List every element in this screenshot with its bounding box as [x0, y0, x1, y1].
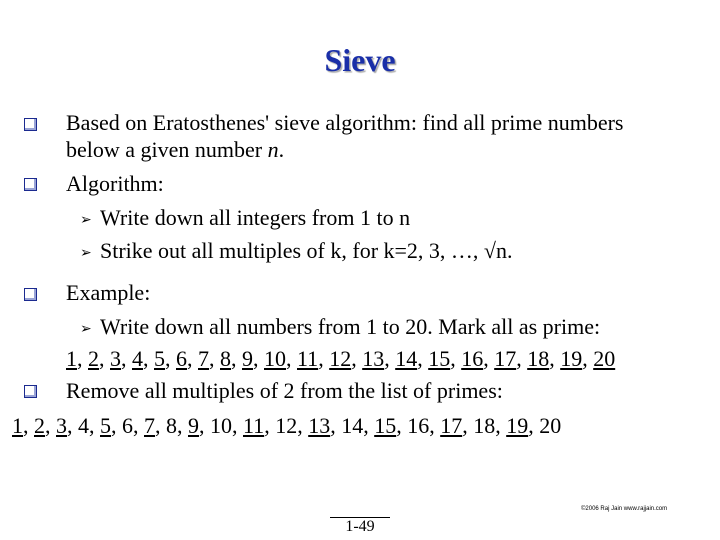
number-item: 18	[527, 346, 550, 371]
number-item: 9	[242, 346, 253, 371]
separator: ,	[582, 346, 594, 371]
number-item: 14	[341, 413, 364, 438]
separator: ,	[396, 413, 408, 438]
separator: ,	[253, 346, 264, 371]
number-item: 7	[144, 413, 155, 438]
number-item: 5	[154, 346, 165, 371]
separator: ,	[45, 413, 56, 438]
separator: ,	[121, 346, 132, 371]
number-item: 13	[308, 413, 331, 438]
slide-title: Sieve	[324, 42, 396, 78]
number-item: 11	[297, 346, 319, 371]
number-item: 17	[494, 346, 517, 371]
number-item: 10	[264, 346, 286, 371]
separator: ,	[516, 346, 528, 371]
separator: ,	[297, 413, 309, 438]
bullet-1-line-1: Based on Eratosthenes' sieve algorithm: find all prime numbers	[66, 110, 624, 135]
number-item: 9	[188, 413, 199, 438]
number-item: 17	[440, 413, 463, 438]
bullet-2: Algorithm:	[66, 171, 164, 196]
separator: ,	[99, 346, 110, 371]
separator: ,	[133, 413, 144, 438]
number-item: 4	[132, 346, 143, 371]
number-item: 3	[56, 413, 67, 438]
page-number: 1-49	[345, 518, 375, 535]
separator: ,	[384, 346, 396, 371]
separator: ,	[187, 346, 198, 371]
number-item: 16	[461, 346, 484, 371]
separator: ,	[286, 346, 297, 371]
number-item: 12	[329, 346, 352, 371]
square-bullet-icon	[24, 288, 37, 301]
number-list-multiples-of-2-removed	[12, 413, 561, 439]
separator: ,	[143, 346, 154, 371]
bullet-3-sub-1: Write down all numbers from 1 to 20. Mark all as prime:	[100, 314, 601, 339]
number-item: 5	[100, 413, 111, 438]
separator: ,	[495, 413, 507, 438]
separator: ,	[77, 346, 88, 371]
arrow-bullet-icon: ➢	[80, 212, 92, 228]
number-item: 4	[78, 413, 89, 438]
number-item: 20	[539, 413, 562, 438]
number-item: 8	[166, 413, 177, 438]
separator: ,	[232, 413, 243, 438]
separator: ,	[549, 346, 561, 371]
number-item: 13	[362, 346, 385, 371]
separator: ,	[483, 346, 495, 371]
number-item: 2	[88, 346, 99, 371]
separator: ,	[528, 413, 540, 438]
separator: ,	[363, 413, 375, 438]
separator: ,	[351, 346, 363, 371]
separator: ,	[209, 346, 220, 371]
copyright-footer: ©2006 Raj Jain www.rajjain.com	[581, 506, 668, 512]
number-item: 6	[122, 413, 133, 438]
number-item: 12	[275, 413, 298, 438]
number-list-all-prime	[66, 346, 615, 372]
separator: ,	[264, 413, 276, 438]
number-item: 10	[210, 413, 232, 438]
separator: ,	[155, 413, 166, 438]
number-item: 19	[506, 413, 529, 438]
arrow-bullet-icon: ➢	[80, 321, 92, 337]
separator: ,	[450, 346, 462, 371]
bullet-1-text: below a given number	[66, 137, 268, 162]
separator: ,	[177, 413, 188, 438]
square-bullet-icon	[24, 118, 37, 131]
number-item: 18	[473, 413, 496, 438]
separator: ,	[429, 413, 441, 438]
variable-n: n	[267, 137, 279, 162]
number-item: 7	[198, 346, 209, 371]
separator: ,	[111, 413, 122, 438]
separator: ,	[462, 413, 474, 438]
number-item: 6	[176, 346, 187, 371]
separator: ,	[199, 413, 210, 438]
separator: ,	[417, 346, 429, 371]
bullet-1-line-2	[66, 137, 284, 163]
separator: ,	[89, 413, 100, 438]
bullet-2-sub-2: Strike out all multiples of k, for k=2, 3, …, √n.	[100, 238, 513, 263]
separator: ,	[23, 413, 34, 438]
separator: ,	[165, 346, 176, 371]
number-item: 1	[12, 413, 23, 438]
number-item: 8	[220, 346, 231, 371]
bullet-3: Example:	[66, 280, 151, 305]
separator: ,	[67, 413, 78, 438]
number-item: 11	[243, 413, 265, 438]
number-item: 15	[428, 346, 451, 371]
separator: ,	[318, 346, 330, 371]
number-item: 3	[110, 346, 121, 371]
bullet-4: Remove all multiples of 2 from the list of primes:	[66, 378, 503, 403]
separator: ,	[231, 346, 242, 371]
number-item: 19	[560, 346, 583, 371]
square-bullet-icon	[24, 178, 37, 191]
bullet-2-sub-1: Write down all integers from 1 to n	[100, 205, 411, 230]
number-item: 14	[395, 346, 418, 371]
number-item: 1	[66, 346, 77, 371]
number-item: 20	[593, 346, 616, 371]
bullet-1-period: .	[278, 137, 285, 162]
number-item: 16	[407, 413, 430, 438]
arrow-bullet-icon: ➢	[80, 245, 92, 261]
number-item: 15	[374, 413, 397, 438]
separator: ,	[330, 413, 342, 438]
square-bullet-icon	[24, 385, 37, 398]
number-item: 2	[34, 413, 45, 438]
